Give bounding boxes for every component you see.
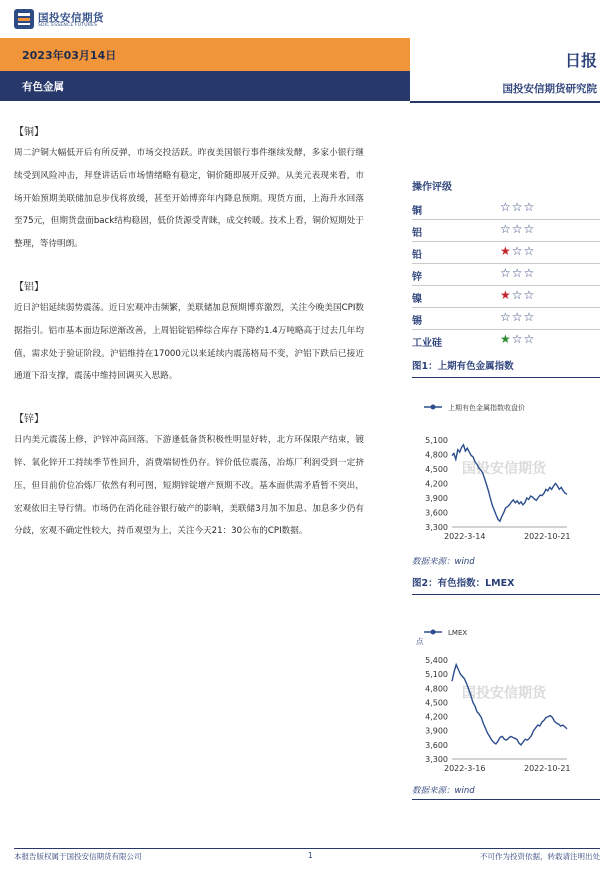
x-tick-label: 2022-10-21 — [524, 532, 571, 541]
section-copper — [14, 124, 364, 256]
figure2-bottom-rule — [412, 799, 600, 800]
rating-row — [412, 220, 600, 242]
rating-metal: 铝 — [412, 228, 422, 239]
header-divider — [410, 101, 600, 103]
series-line — [452, 665, 567, 745]
figure1-title: 图1：上期有色金属指数 — [412, 358, 600, 378]
logo-name: 国投安信期货 — [38, 12, 104, 24]
footer-disclaimer: 不可作为投资依据，转载请注明出处 — [480, 852, 600, 861]
y-tick-label: 3,300 — [425, 523, 448, 532]
star-icon: ☆ — [523, 200, 536, 214]
legend-label: 上期有色金属指数收盘价 — [448, 404, 525, 412]
star-icon: ☆ — [523, 288, 536, 302]
section-zinc — [14, 411, 364, 543]
rating-row — [412, 308, 600, 330]
footer-copyright: 本报告版权属于国投安信期货有限公司 — [14, 852, 142, 861]
y-tick-label: 4,800 — [425, 450, 448, 460]
section-heading: 【锌】 — [14, 414, 44, 426]
star-icon: ☆ — [523, 310, 536, 324]
legend-label: LMEX — [448, 629, 468, 637]
logo-english-name: SDIC ESSENCE FUTURES — [38, 23, 98, 28]
star-icon: ☆ — [511, 244, 524, 258]
figure1-chart — [412, 392, 600, 550]
section-body: 日内美元震荡上修，沪锌冲高回落。下游逢低备货积极性明显好转，北方环保限产结束，镀锌、氧化锌开工持续季节性回升，消费端韧性仍存。锌价低位震荡，冶炼厂利润受到一定挤压，但目前价位冶炼厂依然有利可图，短期锌锭增产预期不改。基本面供需矛盾暂不突出，宏观依旧主导行情。市场仍在消化硅谷银行破产的影响，美联储3月加不加息、加息多少仍有分歧，宏观不确定性较大，持币观望为上，关注今天21：30公布的CPI数据。 — [14, 435, 364, 537]
rating-metal: 镍 — [412, 294, 422, 305]
rating-row — [412, 264, 600, 286]
institute-name: 国投安信期货研究院 — [502, 83, 597, 95]
star-rating-icon — [500, 200, 535, 214]
sector-name: 有色金属 — [22, 81, 64, 93]
rating-metal: 工业硅 — [412, 338, 442, 349]
star-icon: ☆ — [500, 222, 512, 236]
rating-row — [412, 286, 600, 308]
star-icon: ★ — [500, 332, 512, 346]
x-tick-label: 2022-3-16 — [444, 764, 486, 773]
star-icon: ☆ — [511, 200, 524, 214]
y-tick-label: 4,500 — [425, 465, 448, 474]
star-rating-icon — [500, 288, 535, 302]
series-line — [452, 445, 567, 521]
y-tick-label: 3,900 — [425, 494, 448, 503]
report-type: 日报 — [564, 51, 597, 70]
page-number: 1 — [308, 851, 313, 860]
x-tick-label: 2022-3-14 — [444, 532, 486, 541]
x-tick-label: 2022-10-21 — [524, 764, 571, 773]
star-rating-icon — [500, 244, 535, 258]
figure1-svg — [412, 392, 600, 550]
star-icon: ☆ — [511, 332, 524, 346]
star-rating-icon — [500, 222, 535, 236]
star-icon: ☆ — [523, 244, 536, 258]
y-tick-label: 3,300 — [425, 755, 448, 764]
star-icon: ☆ — [500, 200, 512, 214]
figure2-title: 图2：有色指数：LMEX — [412, 575, 600, 595]
y-tick-label: 4,800 — [425, 684, 448, 694]
y-tick-label: 4,200 — [425, 712, 448, 722]
y-tick-label: 5,100 — [425, 436, 448, 445]
rating-list — [412, 198, 600, 352]
figure2-svg — [412, 617, 600, 774]
y-tick-label: 3,600 — [425, 508, 448, 518]
rating-metal: 铜 — [412, 206, 422, 217]
rating-row — [412, 330, 600, 352]
star-icon: ☆ — [523, 222, 536, 236]
star-icon: ☆ — [511, 266, 524, 280]
star-rating-icon — [500, 332, 535, 346]
star-rating-icon — [500, 266, 535, 280]
figure2-source: 数据来源：wind — [412, 786, 475, 796]
y-tick-label: 5,400 — [425, 656, 448, 665]
star-icon: ☆ — [523, 266, 536, 280]
y-tick-label: 5,100 — [425, 670, 448, 680]
section-aluminium — [14, 279, 364, 388]
figure1-source: 数据来源：wind — [412, 557, 475, 567]
rating-row — [412, 198, 600, 220]
star-icon: ☆ — [511, 222, 524, 236]
star-icon: ☆ — [511, 310, 524, 324]
star-icon: ☆ — [500, 266, 512, 280]
rating-metal: 锡 — [412, 316, 422, 327]
date-bar — [0, 38, 410, 71]
logo-mark-icon — [14, 9, 34, 29]
chart-watermark: 国投安信期货 — [462, 685, 546, 702]
report-date: 2023年03月14日 — [22, 49, 117, 62]
unit-label: 点 — [416, 637, 424, 646]
company-logo — [14, 9, 154, 31]
section-heading: 【铜】 — [14, 127, 44, 138]
sector-bar — [0, 71, 410, 101]
star-icon: ★ — [500, 244, 512, 258]
y-tick-label: 3,600 — [425, 740, 448, 750]
rating-title: 操作评级 — [412, 182, 452, 193]
star-icon: ☆ — [500, 310, 512, 324]
y-tick-label: 3,900 — [425, 726, 448, 736]
y-tick-label: 4,500 — [425, 698, 448, 708]
star-icon: ☆ — [523, 332, 536, 346]
chart-watermark: 国投安信期货 — [462, 461, 546, 478]
section-body: 周二沪铜大幅低开后有所反弹，市场交投活跃。昨夜美国银行事件继续发酵，多家小银行继续受到风险冲击，拜登讲话后市场情绪略有稳定，铜价随即展开反弹。从美元表现来看，市场开始预期美联储加息步伐将放缓，甚至开始博弈年内降息预期。现货方面，上海升水回落至75元，但期货盘面back结构稳固，低价货源受青睐，成交转暖。技术上看，铜价短期处于整理，等待明朗。 — [14, 148, 364, 250]
figure2-chart — [412, 617, 600, 774]
legend-marker — [431, 405, 436, 410]
commentary-column — [14, 124, 364, 543]
rating-metal: 锌 — [412, 272, 422, 283]
star-icon: ☆ — [511, 288, 524, 302]
legend-marker — [431, 630, 436, 635]
rating-metal: 铅 — [412, 250, 422, 261]
star-rating-icon — [500, 310, 535, 324]
section-body: 近日沪铝延续弱势震荡。近日宏观冲击频繁，美联储加息预期博弈激烈，关注今晚美国CPI数据指引。铝市基本面边际逆渐改善，上周铝锭铝棒综合库存下降约1.4万吨略高于过去几年均值，需求处于验证阶段。沪铝维持在17000元以来延续内震荡格局不变，沪铝下跌后已接近通道下沿支撑，震荡中维持回调买入思路。 — [14, 302, 364, 382]
star-icon: ★ — [500, 288, 512, 302]
rating-panel — [412, 178, 600, 352]
rating-row — [412, 242, 600, 264]
y-tick-label: 4,200 — [425, 479, 448, 489]
section-heading: 【铝】 — [14, 281, 44, 293]
footer-divider — [14, 848, 600, 849]
